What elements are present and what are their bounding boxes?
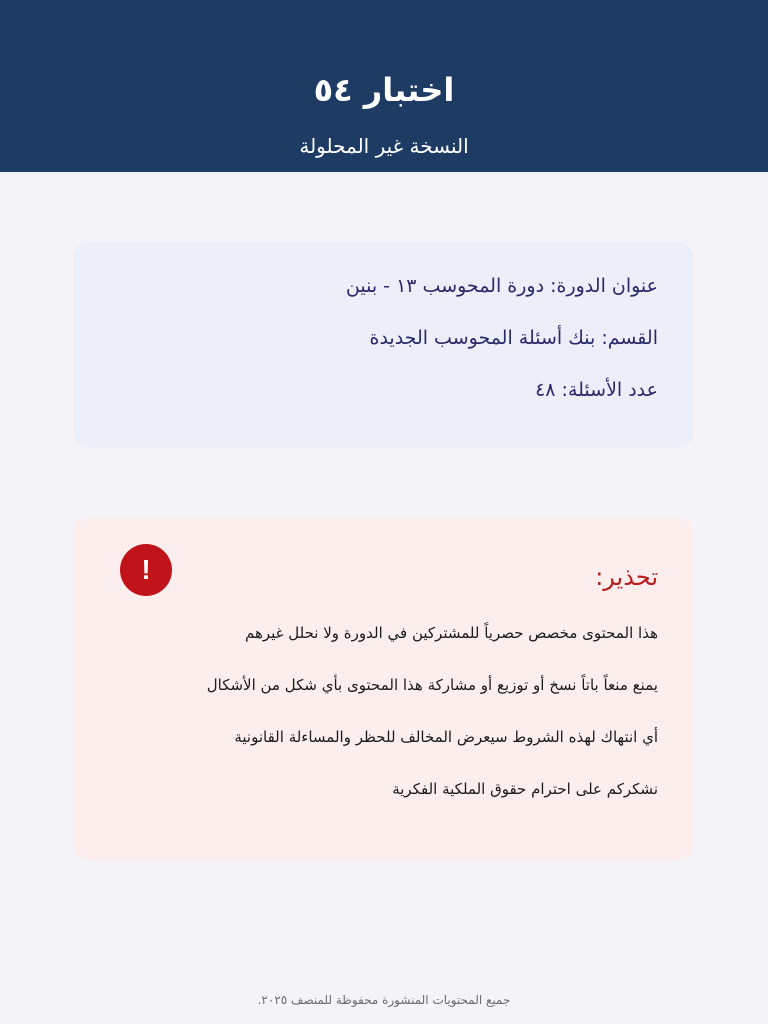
page-title: اختبار ٥٤: [313, 71, 455, 109]
warning-card: [73, 517, 694, 860]
warning-line: يمنع منعاً باتاً نسخ أو توزيع أو مشاركة هذا المحتوى بأي شكل من الأشكال: [206, 676, 658, 694]
section-text: القسم: بنك أسئلة المحوسب الجديدة: [369, 327, 658, 349]
page-header: [0, 0, 768, 172]
course-title-text: عنوان الدورة: دورة المحوسب ١٣ - بنين: [345, 275, 658, 297]
copyright-footer: جميع المحتويات المنشورة محفوظة للمنصف ٢٠٢٥.: [257, 993, 511, 1007]
exclamation-icon: !: [120, 544, 172, 596]
warning-line: هذا المحتوى مخصص حصرياً للمشتركين في الدورة ولا نحلل غيرهم: [244, 624, 658, 642]
warning-line: أي انتهاك لهذه الشروط سيعرض المخالف للحظر والمساءلة القانونية: [234, 728, 658, 746]
course-info-card: [73, 242, 694, 447]
warning-line: نشكركم على احترام حقوق الملكية الفكرية: [392, 780, 658, 798]
warning-title: تحذير:: [595, 563, 658, 591]
page-subtitle: النسخة غير المحلولة: [299, 134, 469, 158]
question-count-text: عدد الأسئلة: ٤٨: [535, 379, 658, 401]
